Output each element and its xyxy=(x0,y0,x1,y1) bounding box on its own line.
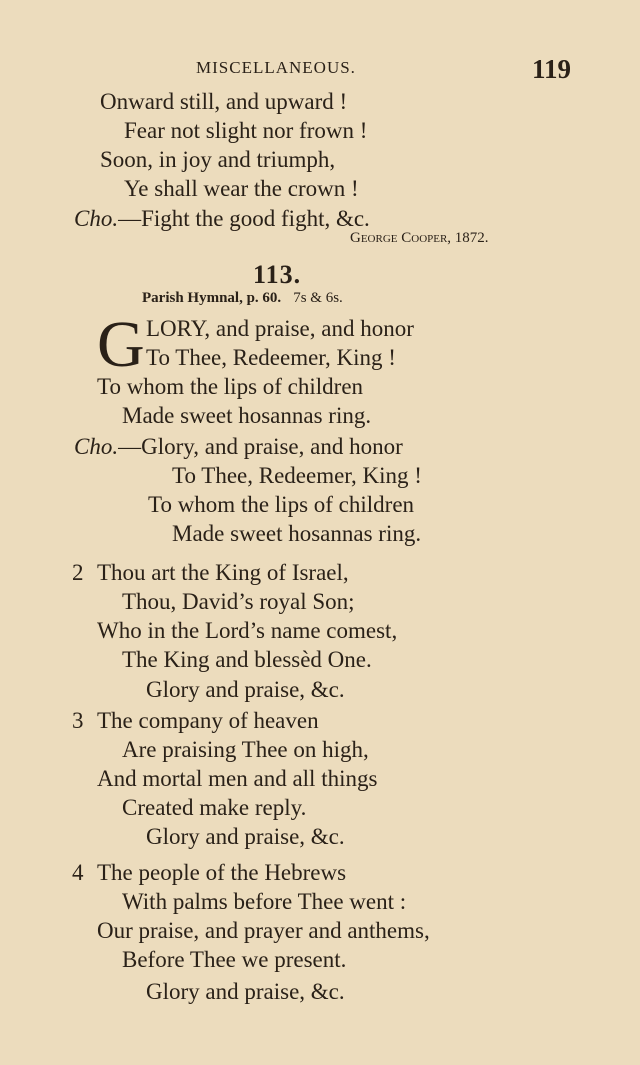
verse4-refrain: Glory and praise, &c. xyxy=(146,979,345,1004)
verse4-line-3: Our praise, and prayer and anthems, xyxy=(97,918,430,943)
verse4-line-2: With palms before Thee went : xyxy=(122,889,407,914)
chorus-label: Cho. xyxy=(74,434,119,459)
hymn-source xyxy=(142,290,343,307)
chorus-label: Cho. xyxy=(74,206,119,231)
chorus-line-2: To Thee, Redeemer, King ! xyxy=(172,463,422,488)
verse3-refrain: Glory and praise, &c. xyxy=(146,824,345,849)
running-header: MISCELLANEOUS. xyxy=(196,58,356,77)
hymn-meter: 7s & 6s. xyxy=(293,290,343,306)
verse2-line-2: Thou, David’s royal Son; xyxy=(122,589,355,614)
chorus-line-3: To whom the lips of children xyxy=(148,492,415,517)
prev-line-3: Soon, in joy and triumph, xyxy=(100,147,336,172)
verse3-line-2: Are praising Thee on high, xyxy=(122,737,369,762)
verse2-line-1: Thou art the King of Israel, xyxy=(97,560,349,585)
prev-line-1: Onward still, and upward ! xyxy=(100,89,348,114)
verse2-line-4: The King and blessèd One. xyxy=(122,647,372,672)
hymn-number: 113. xyxy=(253,260,302,289)
verse4-line-1: The people of the Hebrews xyxy=(97,860,347,885)
prev-line-2: Fear not slight nor frown ! xyxy=(124,118,368,143)
hymn-source-text: Parish Hymnal, p. 60. xyxy=(142,290,282,306)
verse2-refrain: Glory and praise, &c. xyxy=(146,677,345,702)
prev-chorus xyxy=(74,205,370,233)
chorus-text: —Glory, and praise, and honor xyxy=(118,434,403,459)
verse1-line-2: To Thee, Redeemer, King ! xyxy=(146,345,396,370)
verse1-line-3: To whom the lips of children xyxy=(97,374,364,399)
verse-number: 3 xyxy=(72,708,84,733)
verse3-line-1: The company of heaven xyxy=(97,708,319,733)
verse-number: 2 xyxy=(72,560,84,585)
page-number: 119 xyxy=(532,54,572,84)
verse1-line-4: Made sweet hosannas ring. xyxy=(122,403,372,428)
drop-cap: G xyxy=(97,308,145,381)
chorus-text: —Fight the good fight, &c. xyxy=(118,206,370,231)
verse4-line-4: Before Thee we present. xyxy=(122,947,347,972)
chorus-line-4: Made sweet hosannas ring. xyxy=(172,521,422,546)
verse3-line-3: And mortal men and all things xyxy=(97,766,378,791)
verse2-line-3: Who in the Lord’s name comest, xyxy=(97,618,398,643)
verse1-line-1: LORY, and praise, and honor xyxy=(146,316,414,341)
chorus-line-1 xyxy=(74,433,403,461)
attribution: George Cooper, 1872. xyxy=(350,230,489,246)
verse3-line-4: Created make reply. xyxy=(122,795,307,820)
verse-number: 4 xyxy=(72,860,84,885)
prev-line-4: Ye shall wear the crown ! xyxy=(124,176,359,201)
